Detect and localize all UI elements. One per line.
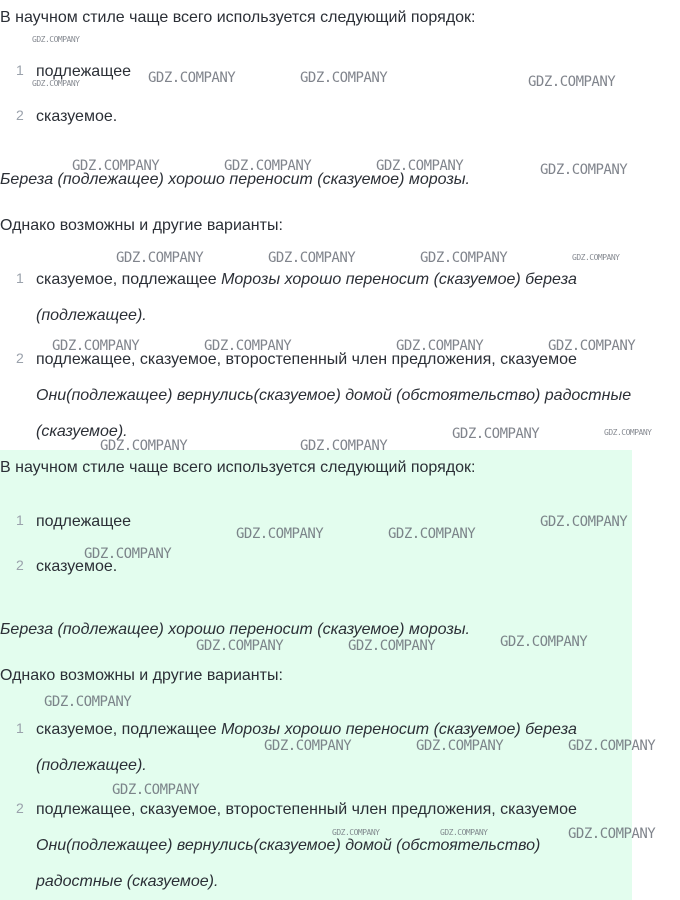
variant-label: подлежащее, сказуемое, второстепенный член предложения, сказуемое (36, 351, 577, 368)
watermark: GDZ.COMPANY (568, 738, 656, 754)
item-number: 2 (16, 800, 24, 816)
watermark: GDZ.COMPANY (332, 828, 380, 837)
variant-item (0, 792, 620, 900)
item-number: 2 (16, 107, 24, 123)
variant-label: подлежащее, сказуемое, второстепенный член предложения, сказуемое (36, 801, 577, 818)
watermark: GDZ.COMPANY (112, 782, 200, 798)
item-number: 1 (16, 62, 24, 78)
variant-item (0, 262, 670, 334)
variant-item (0, 342, 670, 450)
watermark: GDZ.COMPANY (52, 338, 140, 354)
watermark: GDZ.COMPANY (416, 738, 504, 754)
item-number: 2 (16, 557, 24, 573)
example-sentence: Береза (подлежащее) хорошо переносит (сказуемое) морозы. (0, 171, 470, 188)
item-text (36, 342, 666, 450)
example-sentence: Береза (подлежащее) хорошо переносит (сказуемое) морозы. (0, 621, 470, 638)
watermark: GDZ.COMPANY (396, 338, 484, 354)
variant-example: Морозы хорошо переносит (сказуемое) береза (подлежащее). (36, 721, 577, 774)
intro-text: В научном стиле чаще всего используется следующий порядок: (0, 459, 476, 476)
watermark: GDZ.COMPANY (236, 526, 324, 542)
item-text (36, 262, 666, 334)
item-number: 2 (16, 350, 24, 366)
watermark: GDZ.COMPANY (204, 338, 292, 354)
watermark: GDZ.COMPANY (572, 253, 620, 262)
variant-example: Они(подлежащее) вернулись(сказуемое) домой (обстоятельство) радостные (сказуемое). (36, 837, 541, 890)
watermark: GDZ.COMPANY (420, 250, 508, 266)
variants-heading: Однако возможны и другие варианты: (0, 667, 283, 684)
variant-label: сказуемое, подлежащее (36, 271, 222, 288)
watermark: GDZ.COMPANY (32, 79, 80, 88)
watermark: GDZ.COMPANY (500, 634, 588, 650)
variant-example: Они(подлежащее) вернулись(сказуемое) домой (обстоятельство) радостные (сказуемое). (36, 387, 632, 440)
watermark: GDZ.COMPANY (300, 438, 388, 454)
variant-example: Морозы хорошо переносит (сказуемое) береза (подлежащее). (36, 271, 577, 324)
watermark: GDZ.COMPANY (32, 35, 80, 44)
item-text: сказуемое. (36, 558, 118, 575)
watermark: GDZ.COMPANY (548, 338, 636, 354)
answer-block-2 (0, 450, 632, 900)
intro-text: В научном стиле чаще всего используется следующий порядок: (0, 9, 476, 26)
watermark: GDZ.COMPANY (72, 158, 160, 174)
watermark: GDZ.COMPANY (268, 250, 356, 266)
watermark: GDZ.COMPANY (604, 428, 652, 437)
item-text: подлежащее (36, 63, 131, 80)
watermark: GDZ.COMPANY (452, 426, 540, 442)
watermark: GDZ.COMPANY (348, 638, 436, 654)
watermark: GDZ.COMPANY (44, 694, 132, 710)
watermark: GDZ.COMPANY (540, 162, 628, 178)
watermark: GDZ.COMPANY (540, 514, 628, 530)
item-number: 1 (16, 270, 24, 286)
watermark: GDZ.COMPANY (388, 526, 476, 542)
watermark: GDZ.COMPANY (100, 438, 188, 454)
watermark: GDZ.COMPANY (300, 70, 388, 86)
item-number: 1 (16, 720, 24, 736)
item-text: подлежащее (36, 513, 131, 530)
watermark: GDZ.COMPANY (376, 158, 464, 174)
watermark: GDZ.COMPANY (148, 70, 236, 86)
watermark: GDZ.COMPANY (264, 738, 352, 754)
watermark: GDZ.COMPANY (196, 638, 284, 654)
watermark: GDZ.COMPANY (568, 826, 656, 842)
item-text (36, 792, 596, 900)
watermark: GDZ.COMPANY (440, 828, 488, 837)
variants-heading: Однако возможны и другие варианты: (0, 217, 283, 234)
watermark: GDZ.COMPANY (84, 546, 172, 562)
order-item (0, 99, 680, 135)
watermark: GDZ.COMPANY (116, 250, 204, 266)
variant-label: сказуемое, подлежащее (36, 721, 222, 738)
item-text: сказуемое. (36, 108, 118, 125)
watermark: GDZ.COMPANY (224, 158, 312, 174)
item-number: 1 (16, 512, 24, 528)
watermark: GDZ.COMPANY (528, 74, 616, 90)
